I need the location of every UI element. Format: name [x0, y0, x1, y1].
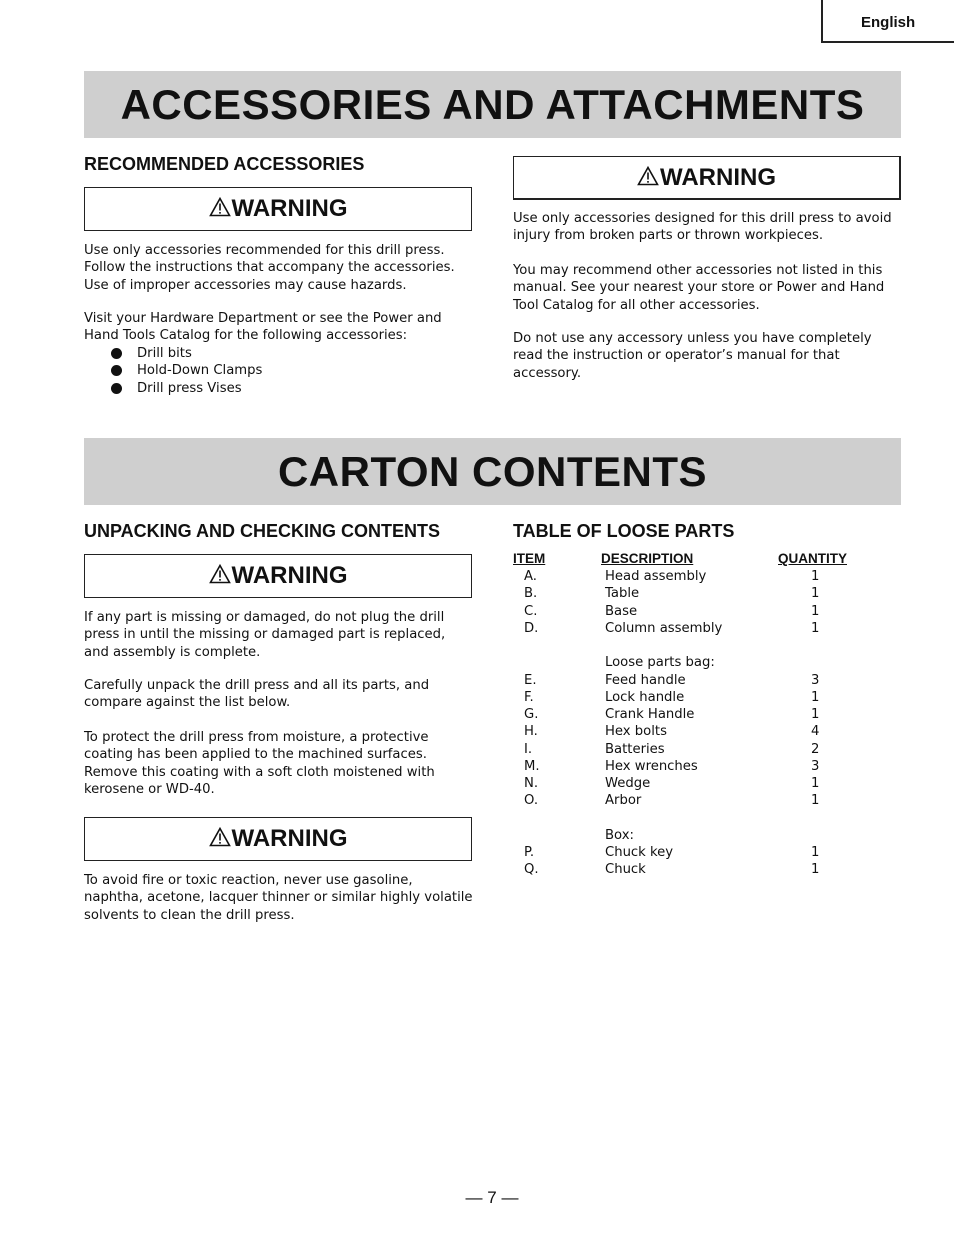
accessories-para-1: Use only accessories recommended for this drill press. Follow the instructions that accompany the accessories. Use of improper accessories may cause hazards. — [84, 243, 455, 293]
part-quantity-cell: 1 — [811, 689, 820, 705]
table-row — [513, 775, 873, 792]
part-item-cell: E. — [524, 672, 537, 688]
accessories-right-para-1: Use only accessories designed for this drill press to avoid injury from broken parts or thrown workpieces. — [513, 211, 892, 244]
list-item: Hold-Down Clamps — [84, 362, 262, 379]
part-quantity-cell: 1 — [811, 569, 820, 584]
part-quantity-cell: 3 — [811, 758, 820, 774]
part-quantity-cell: 1 — [811, 776, 820, 791]
unpacking-heading: UNPACKING AND CHECKING CONTENTS — [84, 521, 441, 541]
solvents-para: To avoid fire or toxic reaction, never use gasoline, naphtha, acetone, lacquer thinner or similar highly volatile solvents to clean the drill press. — [84, 873, 473, 923]
list-item: Drill bits — [84, 345, 262, 362]
part-quantity-cell: 1 — [811, 862, 820, 878]
part-item-cell: P. — [524, 845, 535, 860]
warning-label: WARNING — [231, 825, 348, 852]
warning-box-solvents — [84, 817, 472, 861]
part-quantity-cell: 1 — [811, 620, 820, 636]
part-item-cell: G. — [524, 707, 539, 722]
unpacking-para-3: To protect the drill press from moisture, a protective coating has been applied to the machined surfaces. Remove this coating with a soft cloth moistened with kerosene or WD-40. — [84, 730, 435, 797]
accessories-list — [84, 345, 262, 397]
warning-label: WARNING — [660, 164, 776, 191]
part-item-cell: D. — [524, 620, 539, 636]
recommended-accessories-heading: RECOMMENDED ACCESSORIES — [84, 154, 365, 174]
part-description-cell: Arbor — [605, 793, 642, 809]
part-item-cell: F. — [524, 689, 534, 705]
unpacking-para-1: If any part is missing or damaged, do not plug the drill press in until the missing or damaged part is replaced, and assembly is complete. — [84, 610, 446, 660]
part-description-cell: Wedge — [605, 776, 651, 791]
part-item-cell: M. — [524, 758, 540, 774]
column-header-quantity: QUANTITY — [778, 551, 847, 566]
warning-triangle-icon — [209, 564, 231, 584]
part-description-cell: Base — [605, 603, 638, 619]
part-item-cell: I. — [524, 741, 533, 757]
column-header-description: DESCRIPTION — [601, 551, 694, 566]
part-item-cell: O. — [524, 793, 539, 809]
part-description-cell: Chuck — [605, 862, 646, 878]
page-number: — 7 — — [465, 1188, 519, 1207]
part-item-cell: B. — [524, 586, 538, 602]
table-row — [513, 672, 873, 689]
table-row — [513, 620, 873, 637]
part-quantity-cell: 2 — [811, 741, 820, 757]
warning-box-unpacking — [84, 554, 472, 598]
table-row — [513, 706, 873, 723]
warning-label: WARNING — [231, 195, 348, 222]
accessories-para-2: Visit your Hardware Department or see the Power and Hand Tools Catalog for the following accessories: — [84, 311, 442, 344]
table-row — [513, 654, 873, 671]
table-row — [513, 585, 873, 602]
part-description-cell: Crank Handle — [605, 707, 695, 722]
table-row — [513, 603, 873, 620]
table-row — [513, 861, 873, 878]
table-row — [513, 568, 873, 585]
table-row — [513, 637, 873, 654]
part-quantity-cell: 1 — [811, 793, 820, 809]
part-quantity-cell: 4 — [811, 724, 820, 740]
part-quantity-cell: 1 — [811, 845, 820, 860]
table-row — [513, 844, 873, 861]
loose-parts-heading: TABLE OF LOOSE PARTS — [513, 521, 735, 541]
part-description-cell: Box: — [605, 827, 634, 843]
part-quantity-cell: 1 — [811, 603, 820, 619]
table-row — [513, 792, 873, 809]
accessories-right-para-2: You may recommend other accessories not listed in this manual. See your nearest your store or Power and Hand Tool Catalog for all other accessories. — [513, 263, 885, 313]
table-row — [513, 827, 873, 844]
part-description-cell: Head assembly — [605, 569, 707, 584]
part-description-cell: Lock handle — [605, 689, 685, 705]
table-row — [513, 758, 873, 775]
list-item: Drill press Vises — [84, 380, 262, 397]
unpacking-para-2: Carefully unpack the drill press and all its parts, and compare against the list below. — [84, 678, 430, 711]
accessories-right-para-3: Do not use any accessory unless you have completely read the instruction or operator’s manual for that accessory. — [513, 331, 872, 381]
table-row — [513, 689, 873, 706]
warning-triangle-icon — [209, 197, 231, 217]
table-row — [513, 810, 873, 827]
section-title-accessories: ACCESSORIES AND ATTACHMENTS — [84, 71, 901, 138]
table-row — [513, 723, 873, 740]
part-description-cell: Batteries — [605, 741, 665, 757]
part-description-cell: Table — [605, 586, 640, 602]
part-quantity-cell: 1 — [811, 707, 820, 722]
language-tab: English — [821, 0, 954, 43]
part-quantity-cell: 3 — [811, 672, 820, 688]
part-description-cell: Feed handle — [605, 672, 686, 688]
section-title-carton: CARTON CONTENTS — [84, 438, 901, 505]
warning-label: WARNING — [231, 562, 348, 589]
part-quantity-cell: 1 — [811, 586, 820, 602]
part-description-cell: Hex wrenches — [605, 758, 698, 774]
part-item-cell: C. — [524, 603, 538, 619]
part-item-cell: N. — [524, 776, 539, 791]
part-description-cell: Column assembly — [605, 620, 723, 636]
warning-triangle-icon — [637, 166, 659, 186]
part-description-cell: Hex bolts — [605, 724, 667, 740]
part-item-cell: H. — [524, 724, 538, 740]
part-description-cell: Loose parts bag: — [605, 655, 715, 671]
warning-box-accessories-right — [513, 156, 901, 200]
warning-box-accessories-left — [84, 187, 472, 231]
part-description-cell: Chuck key — [605, 845, 674, 860]
part-item-cell: A. — [524, 569, 537, 584]
warning-triangle-icon — [209, 827, 231, 847]
part-item-cell: Q. — [524, 862, 539, 878]
table-row — [513, 741, 873, 758]
column-header-item: ITEM — [513, 551, 546, 566]
